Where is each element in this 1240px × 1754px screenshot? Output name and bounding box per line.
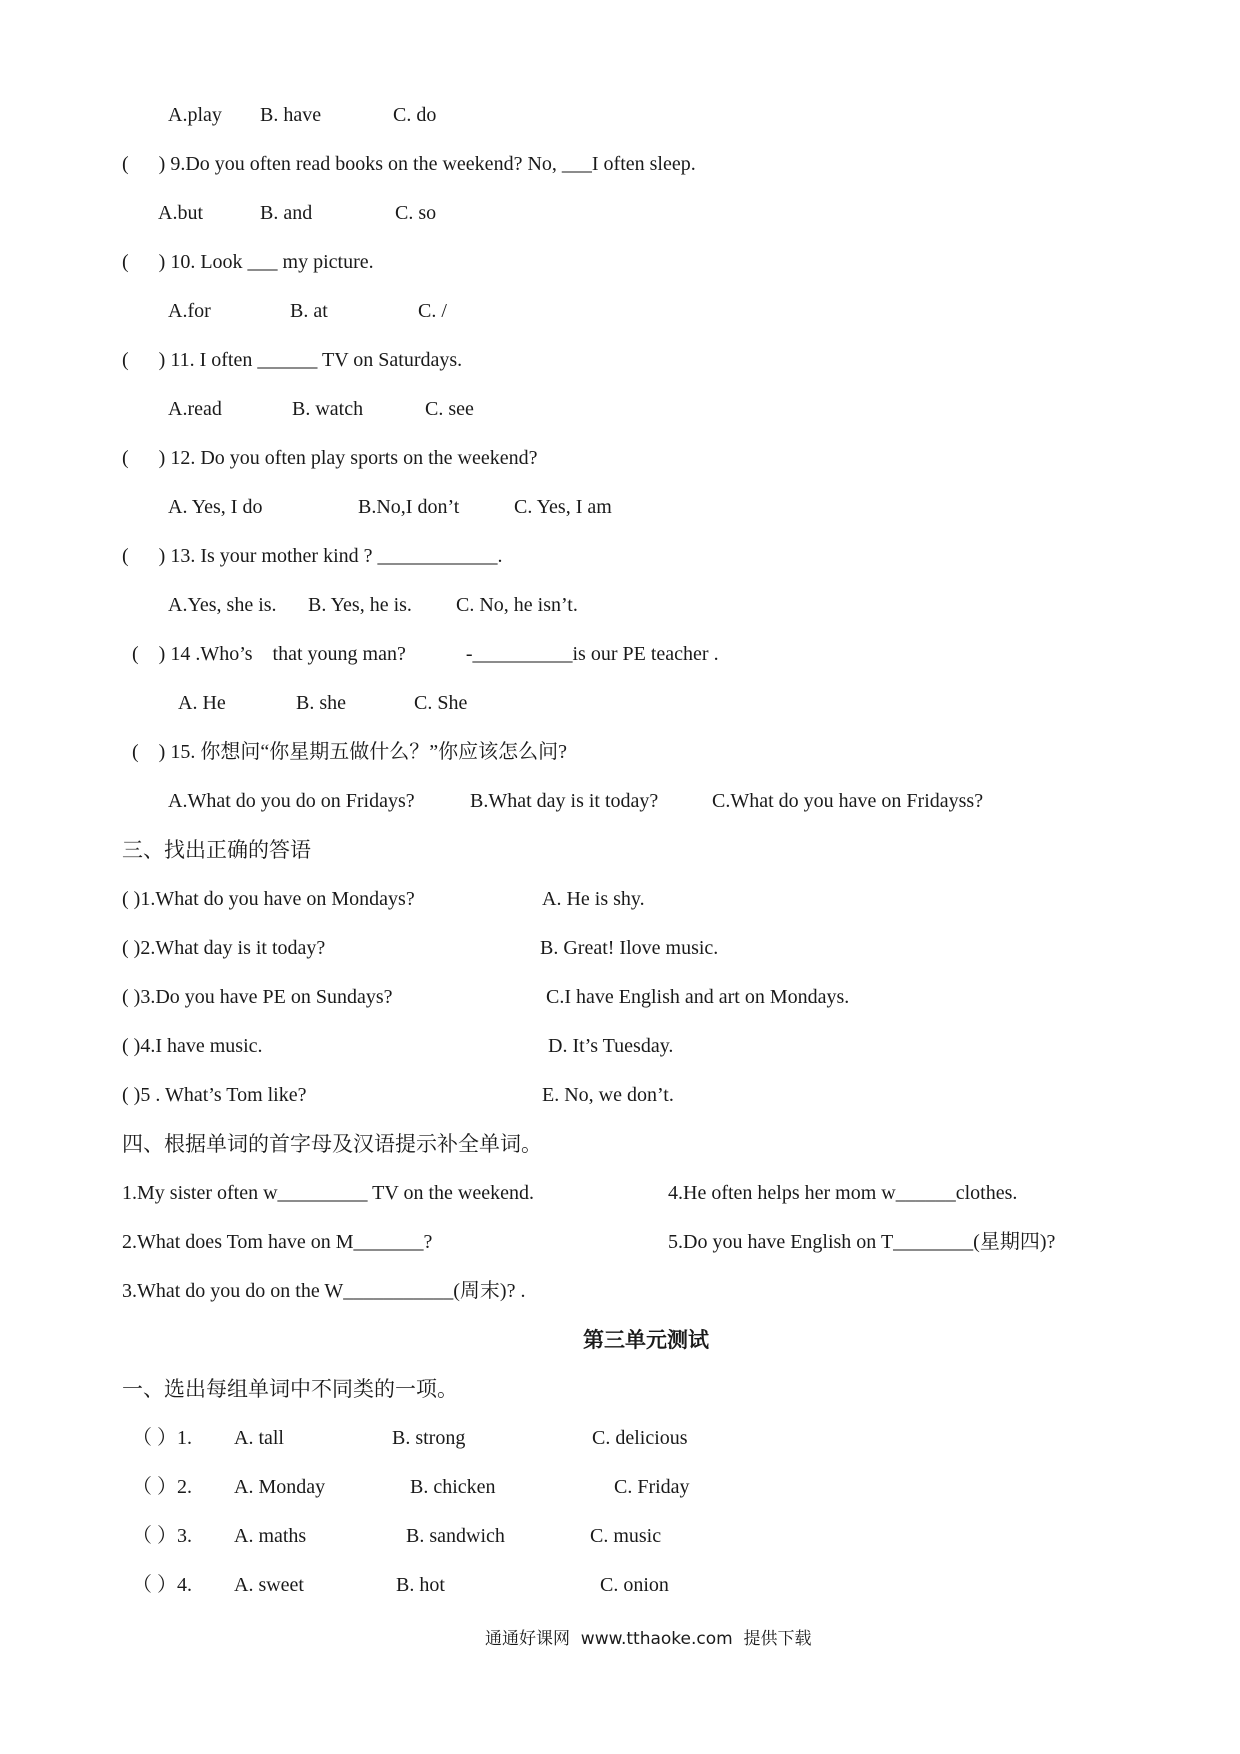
option-text: C.What do you have on Fridayss?: [712, 790, 984, 812]
section-heading: 四、根据单词的首字母及汉语提示补全单词。: [122, 1132, 542, 1156]
option-text: B. and: [260, 202, 313, 224]
question-line: ( ) 9.Do you often read books on the weekend? No, ___I often sleep.: [122, 153, 696, 175]
option-text: B. at: [290, 300, 328, 322]
option-text: A.for: [168, 300, 211, 322]
option-text: （ ）1.: [132, 1427, 192, 1449]
option-text: C. No, he isn’t.: [456, 594, 578, 616]
question-line: ( ) 15. 你想问“你星期五做什么？”你应该怎么问?: [132, 741, 567, 763]
option-text: B. strong: [392, 1427, 466, 1449]
option-text: 4.He often helps her mom w______clothes.: [668, 1182, 1018, 1204]
option-text: A. Monday: [234, 1476, 326, 1498]
option-text: C.I have English and art on Mondays.: [546, 986, 850, 1008]
option-text: C. Friday: [614, 1476, 690, 1498]
option-text: A. He is shy.: [542, 888, 645, 910]
option-text: 1.My sister often w_________ TV on the weekend.: [122, 1182, 534, 1204]
option-text: C. music: [590, 1525, 662, 1547]
option-text: （ ）3.: [132, 1525, 192, 1547]
question-line: ( ) 10. Look ___ my picture.: [122, 251, 374, 273]
option-text: B. sandwich: [406, 1525, 505, 1547]
footer-text: 通通好课网 www.tthaoke.com 提供下载: [485, 1629, 812, 1649]
question-line: ( ) 14 .Who’s that young man? -__________is our PE teacher .: [132, 643, 719, 665]
option-text: ( )4.I have music.: [122, 1035, 263, 1057]
option-text: ( )2.What day is it today?: [122, 937, 326, 959]
option-text: A.Yes, she is.: [168, 594, 277, 616]
option-text: B. have: [260, 104, 322, 126]
option-text: B.No,I don’t: [358, 496, 460, 518]
option-text: B. hot: [396, 1574, 445, 1596]
option-text: C. She: [414, 692, 468, 714]
option-text: D. It’s Tuesday.: [548, 1035, 674, 1057]
option-text: B.What day is it today?: [470, 790, 659, 812]
option-text: （ ）4.: [132, 1574, 192, 1596]
option-text: B. watch: [292, 398, 364, 420]
option-text: C. do: [393, 104, 437, 126]
option-text: B. Yes, he is.: [308, 594, 412, 616]
section-heading: 一、选出每组单词中不同类的一项。: [122, 1377, 458, 1401]
option-text: C. delicious: [592, 1427, 688, 1449]
option-text: C. see: [425, 398, 474, 420]
question-line: ( ) 11. I often ______ TV on Saturdays.: [122, 349, 463, 371]
option-text: C. Yes, I am: [514, 496, 612, 518]
option-text: C. onion: [600, 1574, 669, 1596]
option-text: A. sweet: [234, 1574, 304, 1596]
option-text: B. chicken: [410, 1476, 496, 1498]
option-text: 2.What does Tom have on M_______?: [122, 1231, 433, 1253]
option-text: A.read: [168, 398, 222, 420]
option-text: E. No, we don’t.: [542, 1084, 674, 1106]
option-text: C. /: [418, 300, 447, 322]
option-text: A.What do you do on Fridays?: [168, 790, 415, 812]
option-text: B. Great! Ilove music.: [540, 937, 719, 959]
option-text: A. Yes, I do: [168, 496, 263, 518]
option-text: C. so: [395, 202, 437, 224]
option-text: A. tall: [234, 1427, 284, 1449]
option-text: A. maths: [234, 1525, 307, 1547]
section-title: 第三单元测试: [583, 1328, 709, 1352]
section-heading: 三、找出正确的答语: [122, 838, 311, 862]
option-text: ( )1.What do you have on Mondays?: [122, 888, 415, 910]
question-line: ( ) 12. Do you often play sports on the weekend?: [122, 447, 538, 469]
option-text: A. He: [178, 692, 226, 714]
question-line: 3.What do you do on the W___________(周末)? .: [122, 1280, 526, 1302]
option-text: A.play: [168, 104, 222, 126]
option-text: B. she: [296, 692, 346, 714]
option-text: 5.Do you have English on T________(星期四)?: [668, 1231, 1056, 1253]
option-text: A.but: [158, 202, 203, 224]
option-text: （ ）2.: [132, 1476, 192, 1498]
question-line: ( ) 13. Is your mother kind ? ____________.: [122, 545, 503, 567]
option-text: ( )3.Do you have PE on Sundays?: [122, 986, 393, 1008]
option-text: ( )5 . What’s Tom like?: [122, 1084, 307, 1106]
